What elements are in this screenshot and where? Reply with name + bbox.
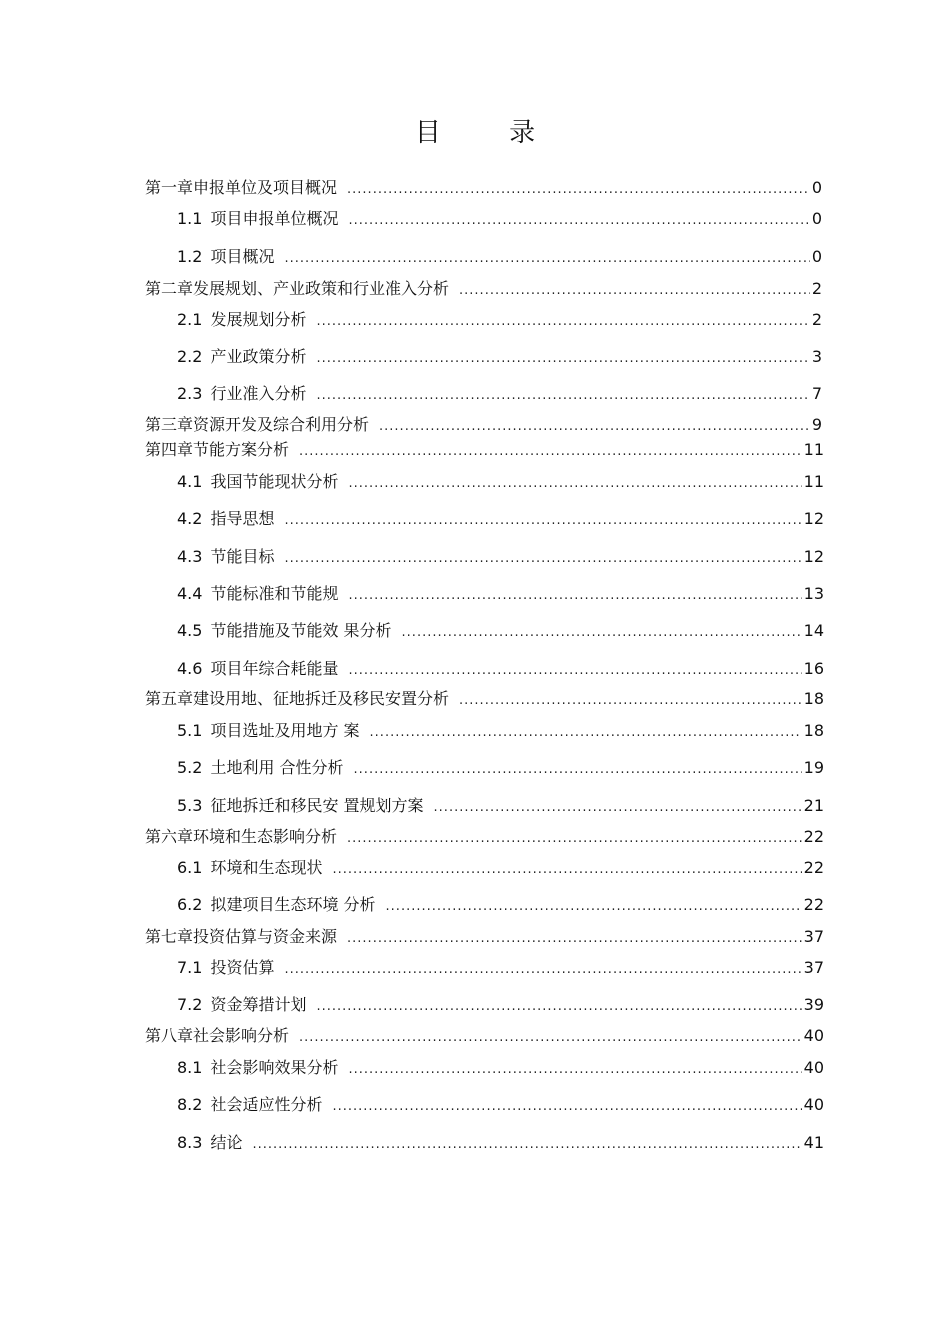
toc-leader-dots — [386, 898, 802, 916]
toc-section-entry — [177, 546, 824, 568]
toc-entry-label: 行业准入分析 — [210, 384, 307, 403]
toc-leader-dots — [354, 761, 802, 779]
toc-entry-page-number: 12 — [803, 547, 824, 566]
toc-entry-page-number: 21 — [803, 796, 824, 815]
toc-entry-number: 第一章 — [145, 178, 194, 197]
toc-entry-label: 社会影响效果分析 — [210, 1058, 339, 1077]
toc-entry-page-number: 0 — [811, 209, 822, 228]
toc-entry-number: 6.1 — [177, 858, 203, 877]
toc-chapter-entry — [145, 414, 822, 436]
toc-section-entry — [177, 957, 824, 979]
toc-leader-dots — [348, 475, 801, 493]
toc-section-entry — [177, 1132, 824, 1154]
toc-leader-dots — [379, 418, 810, 436]
toc-entry-label: 投资估算 — [210, 958, 275, 977]
toc-entry-label: 投资估算与资金来源 — [193, 927, 338, 946]
toc-entry-label: 环境和生态现状 — [210, 858, 323, 877]
toc-entry-number: 5.1 — [177, 721, 203, 740]
toc-entry-page-number: 13 — [803, 584, 824, 603]
toc-entry-label: 申报单位及项目概况 — [193, 178, 338, 197]
toc-entry-page-number: 11 — [803, 440, 824, 459]
toc-chapter-entry — [145, 926, 824, 948]
toc-entry-number: 4.6 — [177, 659, 203, 678]
toc-entry-label: 资源开发及综合利用分析 — [193, 415, 370, 434]
toc-section-entry — [177, 1057, 824, 1079]
toc-entry-number: 8.3 — [177, 1133, 203, 1152]
toc-leader-dots — [459, 282, 810, 300]
toc-chapter-entry — [145, 177, 822, 199]
toc-entry-page-number: 12 — [803, 509, 824, 528]
toc-section-entry — [177, 383, 822, 405]
toc-leader-dots — [347, 181, 810, 199]
toc-chapter-entry — [145, 439, 824, 461]
toc-section-entry — [177, 620, 824, 642]
toc-entry-number: 第二章 — [145, 279, 194, 298]
toc-entry-number: 第七章 — [145, 927, 194, 946]
toc-entry-page-number: 11 — [803, 472, 824, 491]
toc-leader-dots — [252, 1136, 801, 1154]
page-title: 目 录 — [414, 118, 566, 148]
toc-leader-dots — [299, 1029, 802, 1047]
toc-chapter-entry — [145, 826, 824, 848]
toc-entry-number: 4.3 — [177, 547, 203, 566]
toc-entry-page-number: 18 — [803, 689, 824, 708]
toc-entry-number: 4.1 — [177, 472, 203, 491]
toc-leader-dots — [299, 443, 802, 461]
toc-leader-dots — [348, 662, 801, 680]
toc-entry-label: 产业政策分析 — [210, 347, 307, 366]
toc-section-entry — [177, 795, 824, 817]
toc-entry-page-number: 0 — [811, 247, 822, 266]
toc-leader-dots — [347, 930, 802, 948]
toc-entry-number: 1.1 — [177, 209, 203, 228]
toc-entry-number: 4.4 — [177, 584, 203, 603]
toc-entry-number: 2.1 — [177, 310, 203, 329]
toc-entry-number: 4.2 — [177, 509, 203, 528]
toc-entry-label: 我国节能现状分析 — [210, 472, 339, 491]
toc-entry-label: 节能标准和节能规 — [210, 584, 339, 603]
toc-section-entry — [177, 583, 824, 605]
toc-leader-dots — [332, 861, 801, 879]
toc-entry-page-number: 41 — [803, 1133, 824, 1152]
toc-entry-label: 发展规划分析 — [210, 310, 307, 329]
toc-entry-label: 社会影响分析 — [193, 1026, 290, 1045]
toc-entry-label: 环境和生态影响分析 — [193, 827, 338, 846]
toc-chapter-entry — [145, 1025, 824, 1047]
toc-entry-page-number: 18 — [803, 721, 824, 740]
toc-section-entry — [177, 246, 822, 268]
toc-entry-page-number: 16 — [803, 659, 824, 678]
toc-entry-label: 发展规划、产业政策和行业准入分析 — [193, 279, 450, 298]
toc-leader-dots — [316, 350, 809, 368]
toc-leader-dots — [370, 724, 802, 742]
toc-leader-dots — [284, 512, 801, 530]
toc-entry-number: 8.2 — [177, 1095, 203, 1114]
toc-entry-page-number: 40 — [803, 1095, 824, 1114]
toc-entry-label: 资金筹措计划 — [210, 995, 307, 1014]
toc-entry-page-number: 40 — [803, 1026, 824, 1045]
toc-entry-number: 第五章 — [145, 689, 194, 708]
toc-entry-page-number: 7 — [811, 384, 822, 403]
toc-leader-dots — [348, 212, 809, 230]
toc-entry-number: 第六章 — [145, 827, 194, 846]
toc-section-entry — [177, 309, 822, 331]
toc-leader-dots — [316, 387, 809, 405]
toc-entry-page-number: 3 — [811, 347, 822, 366]
toc-leader-dots — [316, 313, 809, 331]
toc-chapter-entry — [145, 688, 824, 710]
toc-entry-number: 7.2 — [177, 995, 203, 1014]
toc-entry-label: 拟建项目生态环境 分析 — [210, 895, 376, 914]
toc-leader-dots — [284, 550, 801, 568]
toc-entry-page-number: 22 — [803, 827, 824, 846]
toc-entry-number: 1.2 — [177, 247, 203, 266]
toc-entry-page-number: 2 — [811, 279, 822, 298]
toc-entry-page-number: 0 — [811, 178, 822, 197]
toc-entry-number: 7.1 — [177, 958, 203, 977]
toc-entry-page-number: 22 — [803, 858, 824, 877]
toc-leader-dots — [459, 692, 802, 710]
toc-section-entry — [177, 720, 824, 742]
toc-leader-dots — [347, 830, 802, 848]
toc-entry-page-number: 22 — [803, 895, 824, 914]
toc-entry-number: 5.2 — [177, 758, 203, 777]
toc-entry-label: 节能方案分析 — [193, 440, 290, 459]
toc-section-entry — [177, 857, 824, 879]
toc-section-entry — [177, 471, 824, 493]
toc-entry-label: 社会适应性分析 — [210, 1095, 323, 1114]
toc-entry-label: 建设用地、征地拆迁及移民安置分析 — [193, 689, 450, 708]
toc-leader-dots — [316, 998, 801, 1016]
toc-entry-number: 2.3 — [177, 384, 203, 403]
toc-entry-label: 项目申报单位概况 — [210, 209, 339, 228]
toc-entry-label: 项目选址及用地方 案 — [210, 721, 360, 740]
toc-section-entry — [177, 757, 824, 779]
toc-entry-number: 第八章 — [145, 1026, 194, 1045]
toc-section-entry — [177, 508, 824, 530]
toc-entry-number: 4.5 — [177, 621, 203, 640]
toc-leader-dots — [348, 587, 801, 605]
toc-entry-number: 2.2 — [177, 347, 203, 366]
toc-entry-label: 结论 — [210, 1133, 243, 1152]
toc-entry-number: 第三章 — [145, 415, 194, 434]
toc-section-entry — [177, 208, 822, 230]
toc-entry-number: 6.2 — [177, 895, 203, 914]
toc-entry-page-number: 2 — [811, 310, 822, 329]
toc-entry-label: 项目概况 — [210, 247, 275, 266]
toc-entry-page-number: 40 — [803, 1058, 824, 1077]
toc-section-entry — [177, 658, 824, 680]
toc-entry-page-number: 9 — [811, 415, 822, 434]
toc-section-entry — [177, 994, 824, 1016]
toc-entry-page-number: 14 — [803, 621, 824, 640]
toc-entry-number: 第四章 — [145, 440, 194, 459]
toc-entry-page-number: 39 — [803, 995, 824, 1014]
toc-leader-dots — [284, 250, 809, 268]
toc-leader-dots — [348, 1061, 801, 1079]
toc-entry-number: 5.3 — [177, 796, 203, 815]
toc-section-entry — [177, 346, 822, 368]
toc-entry-label: 指导思想 — [210, 509, 275, 528]
toc-section-entry — [177, 1094, 824, 1116]
toc-entry-label: 节能目标 — [210, 547, 275, 566]
toc-entry-page-number: 19 — [803, 758, 824, 777]
toc-entry-page-number: 37 — [803, 927, 824, 946]
toc-entry-page-number: 37 — [803, 958, 824, 977]
toc-entry-number: 8.1 — [177, 1058, 203, 1077]
toc-chapter-entry — [145, 278, 822, 300]
toc-section-entry — [177, 894, 824, 916]
toc-entry-label: 项目年综合耗能量 — [210, 659, 339, 678]
toc-leader-dots — [434, 799, 802, 817]
toc-leader-dots — [284, 961, 801, 979]
toc-entry-label: 征地拆迁和移民安 置规划方案 — [210, 796, 424, 815]
toc-leader-dots — [402, 624, 802, 642]
toc-entry-label: 土地利用 合性分析 — [210, 758, 344, 777]
toc-entry-label: 节能措施及节能效 果分析 — [210, 621, 392, 640]
toc-leader-dots — [332, 1098, 801, 1116]
